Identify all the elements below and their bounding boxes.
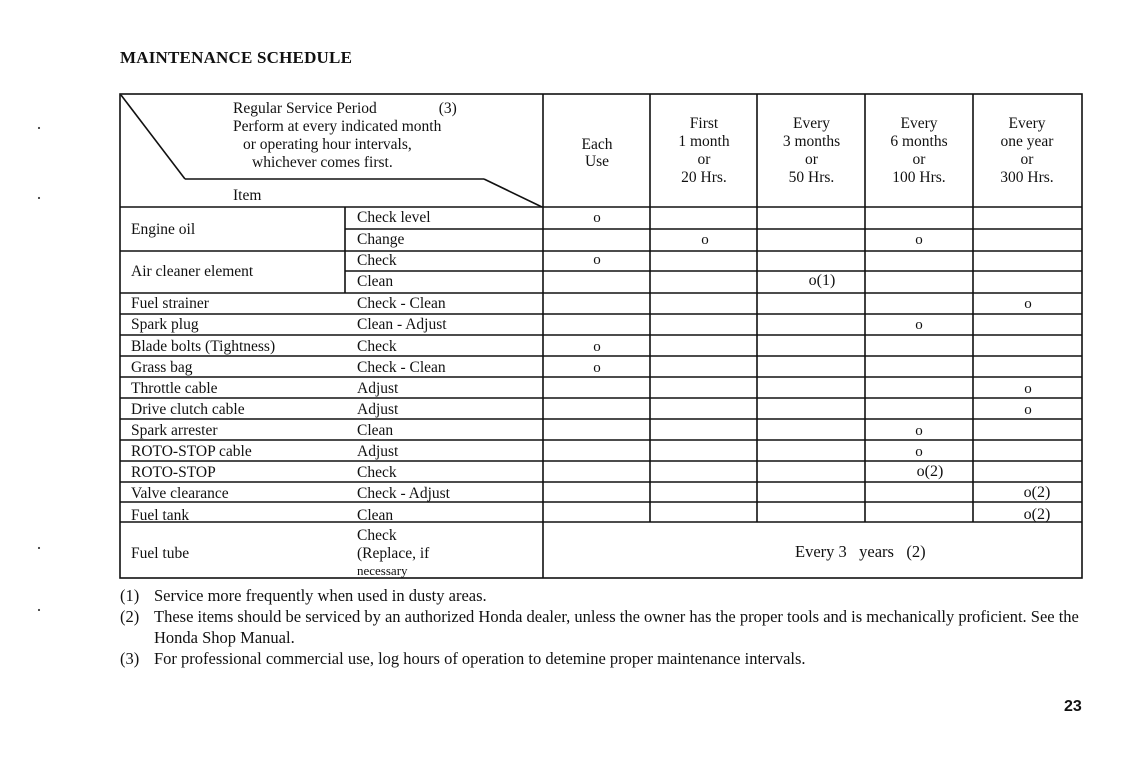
- footnotes: [120, 585, 1090, 669]
- mark-roto-stop-6-months: o(2): [916, 463, 944, 480]
- mark-spark-arrester-6-months: o: [915, 423, 923, 439]
- mark-engine-oil-first-month: o: [701, 232, 709, 248]
- item-throttle-cable: Throttle cable: [131, 380, 218, 397]
- page-title: MAINTENANCE SCHEDULE: [120, 48, 353, 67]
- mark-engine-oil-6-months: o: [915, 232, 923, 248]
- action-grass-bag: Check - Clean: [357, 359, 446, 376]
- item-roto-stop-cable: ROTO-STOP cable: [131, 443, 252, 460]
- action-fuel-strainer: Check - Clean: [357, 295, 446, 312]
- margin-speck: ·: [36, 188, 42, 208]
- item-fuel-strainer: Fuel strainer: [131, 295, 209, 312]
- item-column-label: Item: [233, 187, 262, 204]
- column-header-6-months: Every 6 months or 100 Hrs.: [890, 115, 948, 186]
- action-air-cleaner-clean: Clean: [357, 273, 394, 290]
- item-blade-bolts: Blade bolts (Tightness): [131, 338, 276, 355]
- footnote-2: (2) These items should be serviced by an authorized Honda dealer, unless the owner has the proper tools and is mechanically proficient. See the Honda Shop Manual.: [120, 607, 1079, 647]
- period-line3: or operating hour intervals,: [243, 136, 412, 153]
- item-valve-clearance: Valve clearance: [131, 485, 229, 502]
- item-fuel-tube: Fuel tube: [131, 545, 190, 562]
- action-engine-oil-check: Check level: [357, 209, 431, 226]
- margin-speck: ·: [36, 118, 42, 138]
- mark-air-cleaner-check-each-use: o: [593, 252, 601, 268]
- action-fuel-tube-line1: Check: [357, 527, 397, 544]
- action-throttle-cable: Adjust: [357, 380, 399, 397]
- action-roto-stop: Check: [357, 464, 397, 481]
- footnote-3: (3) For professional commercial use, log hours of operation to detemine proper maintenance intervals.: [120, 649, 806, 668]
- action-valve-clearance: Check - Adjust: [357, 485, 450, 502]
- item-roto-stop: ROTO-STOP: [131, 464, 216, 481]
- action-engine-oil-change: Change: [357, 231, 405, 248]
- column-header-each-use: Each Use: [581, 136, 613, 170]
- mark-drive-clutch-cable-one-year: o: [1024, 402, 1032, 418]
- footnote-1: (1) Service more frequently when used in dusty areas.: [120, 586, 487, 605]
- mark-engine-oil-each-use: o: [593, 210, 601, 226]
- mark-valve-clearance-one-year: o(2): [1023, 484, 1051, 501]
- mark-blade-bolts-each-use: o: [593, 339, 601, 355]
- action-blade-bolts: Check: [357, 338, 397, 355]
- action-spark-arrester: Clean: [357, 422, 394, 439]
- action-air-cleaner-check: Check: [357, 252, 397, 269]
- mark-grass-bag-each-use: o: [593, 360, 601, 376]
- action-spark-plug: Clean - Adjust: [357, 316, 447, 333]
- item-spark-arrester: Spark arrester: [131, 422, 218, 439]
- item-fuel-tank: Fuel tank: [131, 507, 190, 524]
- action-fuel-tube-line2: (Replace, if: [357, 545, 430, 562]
- period-line1: Regular Service Period (3): [233, 100, 457, 117]
- mark-throttle-cable-one-year: o: [1024, 381, 1032, 397]
- mark-air-cleaner-clean-3-months: o(1): [808, 272, 836, 289]
- period-line4: whichever comes first.: [252, 154, 393, 171]
- column-header-3-months: Every 3 months or 50 Hrs.: [782, 115, 841, 186]
- margin-speck: ·: [36, 538, 42, 558]
- period-line2: Perform at every indicated month: [233, 118, 442, 135]
- action-fuel-tank: Clean: [357, 507, 394, 524]
- item-air-cleaner: Air cleaner element: [131, 263, 254, 280]
- mark-fuel-strainer-one-year: o: [1024, 296, 1032, 312]
- page-number: 23: [1064, 698, 1082, 715]
- fuel-tube-interval: Every 3 years (2): [795, 542, 926, 561]
- column-header-one-year: Every one year or 300 Hrs.: [1000, 115, 1054, 186]
- item-engine-oil: Engine oil: [131, 221, 196, 238]
- action-drive-clutch-cable: Adjust: [357, 401, 399, 418]
- action-fuel-tube-line3: necessary: [357, 563, 408, 578]
- mark-spark-plug-6-months: o: [915, 317, 923, 333]
- mark-roto-stop-cable-6-months: o: [915, 444, 923, 460]
- item-grass-bag: Grass bag: [131, 359, 193, 376]
- action-roto-stop-cable: Adjust: [357, 443, 399, 460]
- mark-fuel-tank-one-year: o(2): [1023, 506, 1051, 523]
- column-header-first-month: First 1 month or 20 Hrs.: [678, 115, 730, 186]
- item-drive-clutch-cable: Drive clutch cable: [131, 401, 245, 418]
- item-spark-plug: Spark plug: [131, 316, 199, 333]
- margin-speck: ·: [36, 600, 42, 620]
